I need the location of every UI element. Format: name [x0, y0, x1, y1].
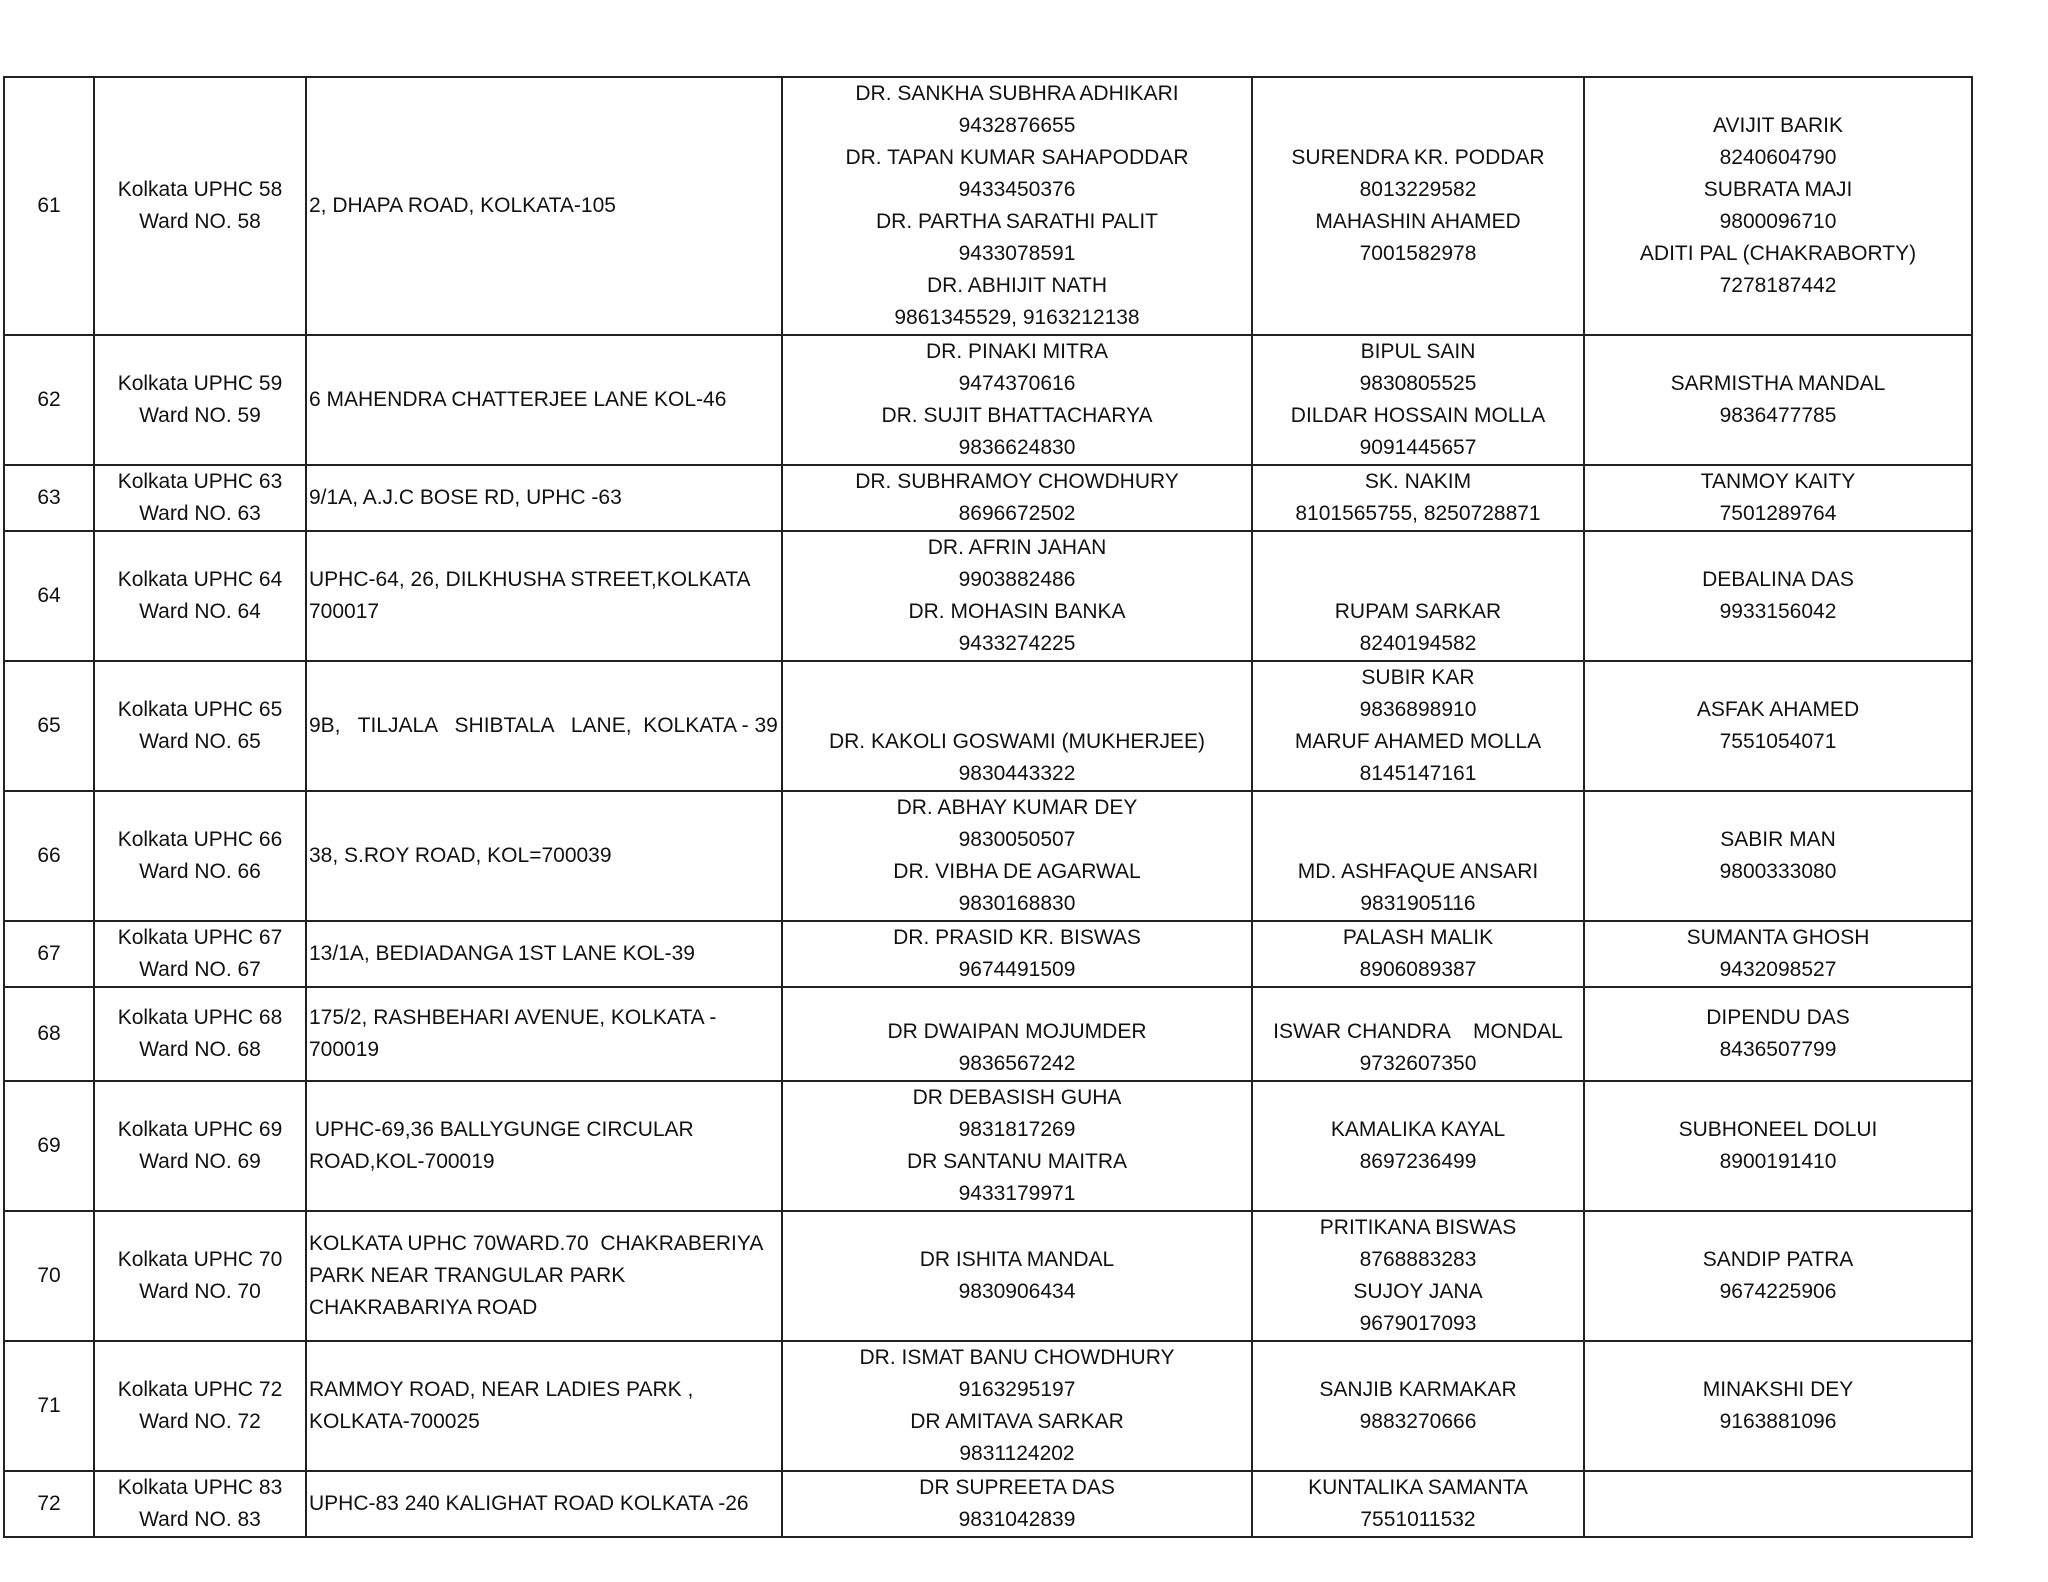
medical-officers: DR. AFRIN JAHAN 9903882486 DR. MOHASIN BANKA 9433274225	[782, 531, 1252, 661]
nursing-staff: SABIR MAN 9800333080	[1584, 791, 1972, 921]
table-row	[4, 1211, 1972, 1341]
medical-officers: DR. ABHAY KUMAR DEY 9830050507 DR. VIBHA DE AGARWAL 9830168830	[782, 791, 1252, 921]
medical-officers: DR. SANKHA SUBHRA ADHIKARI 9432876655 DR. TAPAN KUMAR SAHAPODDAR 9433450376 DR. PARTHA SARATHI PALIT 9433078591 DR. ABHIJIT NATH 9861345529, 9163212138	[782, 77, 1252, 335]
pharmacists: KAMALIKA KAYAL 8697236499	[1252, 1081, 1584, 1211]
uphc-name: Kolkata UPHC 58 Ward NO. 58	[94, 77, 306, 335]
table-row	[4, 1081, 1972, 1211]
nursing-staff: MINAKSHI DEY 9163881096	[1584, 1341, 1972, 1471]
uphc-address: 13/1A, BEDIADANGA 1ST LANE KOL-39	[306, 921, 782, 987]
table-row	[4, 1341, 1972, 1471]
uphc-staff-table	[3, 76, 1973, 1538]
pharmacists: SANJIB KARMAKAR 9883270666	[1252, 1341, 1584, 1471]
medical-officers: DR DEBASISH GUHA 9831817269 DR SANTANU MAITRA 9433179971	[782, 1081, 1252, 1211]
table-body	[4, 77, 1972, 1537]
serial-number: 66	[4, 791, 94, 921]
uphc-name: Kolkata UPHC 72 Ward NO. 72	[94, 1341, 306, 1471]
serial-number: 72	[4, 1471, 94, 1537]
serial-number: 68	[4, 987, 94, 1081]
uphc-name: Kolkata UPHC 59 Ward NO. 59	[94, 335, 306, 465]
uphc-name: Kolkata UPHC 68 Ward NO. 68	[94, 987, 306, 1081]
uphc-name: Kolkata UPHC 64 Ward NO. 64	[94, 531, 306, 661]
medical-officers: DR. PINAKI MITRA 9474370616 DR. SUJIT BHATTACHARYA 9836624830	[782, 335, 1252, 465]
uphc-address: RAMMOY ROAD, NEAR LADIES PARK , KOLKATA-700025	[306, 1341, 782, 1471]
uphc-name: Kolkata UPHC 83 Ward NO. 83	[94, 1471, 306, 1537]
table-row	[4, 987, 1972, 1081]
table-row	[4, 791, 1972, 921]
pharmacists: MD. ASHFAQUE ANSARI 9831905116	[1252, 791, 1584, 921]
uphc-address: 6 MAHENDRA CHATTERJEE LANE KOL-46	[306, 335, 782, 465]
pharmacists: BIPUL SAIN 9830805525 DILDAR HOSSAIN MOLLA 9091445657	[1252, 335, 1584, 465]
table-row	[4, 921, 1972, 987]
nursing-staff: DEBALINA DAS 9933156042	[1584, 531, 1972, 661]
table-row	[4, 661, 1972, 791]
medical-officers: DR ISHITA MANDAL 9830906434	[782, 1211, 1252, 1341]
table-row	[4, 465, 1972, 531]
uphc-address: 2, DHAPA ROAD, KOLKATA-105	[306, 77, 782, 335]
table-row	[4, 531, 1972, 661]
medical-officers: DR DWAIPAN MOJUMDER 9836567242	[782, 987, 1252, 1081]
serial-number: 71	[4, 1341, 94, 1471]
nursing-staff	[1584, 1471, 1972, 1537]
nursing-staff: SUBHONEEL DOLUI 8900191410	[1584, 1081, 1972, 1211]
pharmacists: SURENDRA KR. PODDAR 8013229582 MAHASHIN AHAMED 7001582978	[1252, 77, 1584, 335]
serial-number: 62	[4, 335, 94, 465]
medical-officers: DR. PRASID KR. BISWAS 9674491509	[782, 921, 1252, 987]
uphc-name: Kolkata UPHC 65 Ward NO. 65	[94, 661, 306, 791]
table-row	[4, 1471, 1972, 1537]
uphc-address: UPHC-64, 26, DILKHUSHA STREET,KOLKATA 700017	[306, 531, 782, 661]
medical-officers: DR SUPREETA DAS 9831042839	[782, 1471, 1252, 1537]
serial-number: 70	[4, 1211, 94, 1341]
table-row	[4, 335, 1972, 465]
uphc-address: KOLKATA UPHC 70WARD.70 CHAKRABERIYA PARK NEAR TRANGULAR PARK CHAKRABARIYA ROAD	[306, 1211, 782, 1341]
pharmacists: RUPAM SARKAR 8240194582	[1252, 531, 1584, 661]
uphc-address: UPHC-83 240 KALIGHAT ROAD KOLKATA -26	[306, 1471, 782, 1537]
nursing-staff: ASFAK AHAMED 7551054071	[1584, 661, 1972, 791]
uphc-name: Kolkata UPHC 66 Ward NO. 66	[94, 791, 306, 921]
table-row	[4, 77, 1972, 335]
uphc-name: Kolkata UPHC 67 Ward NO. 67	[94, 921, 306, 987]
uphc-address: 175/2, RASHBEHARI AVENUE, KOLKATA - 700019	[306, 987, 782, 1081]
uphc-address: 9/1A, A.J.C BOSE RD, UPHC -63	[306, 465, 782, 531]
uphc-address: 38, S.ROY ROAD, KOL=700039	[306, 791, 782, 921]
uphc-address: 9B, TILJALA SHIBTALA LANE, KOLKATA - 39	[306, 661, 782, 791]
pharmacists: ISWAR CHANDRA MONDAL 9732607350	[1252, 987, 1584, 1081]
serial-number: 67	[4, 921, 94, 987]
medical-officers: DR. SUBHRAMOY CHOWDHURY 8696672502	[782, 465, 1252, 531]
nursing-staff: SANDIP PATRA 9674225906	[1584, 1211, 1972, 1341]
nursing-staff: TANMOY KAITY 7501289764	[1584, 465, 1972, 531]
nursing-staff: AVIJIT BARIK 8240604790 SUBRATA MAJI 9800096710 ADITI PAL (CHAKRABORTY) 7278187442	[1584, 77, 1972, 335]
uphc-name: Kolkata UPHC 69 Ward NO. 69	[94, 1081, 306, 1211]
serial-number: 63	[4, 465, 94, 531]
uphc-address: UPHC-69,36 BALLYGUNGE CIRCULAR ROAD,KOL-700019	[306, 1081, 782, 1211]
serial-number: 69	[4, 1081, 94, 1211]
nursing-staff: SARMISTHA MANDAL 9836477785	[1584, 335, 1972, 465]
pharmacists: SUBIR KAR 9836898910 MARUF AHAMED MOLLA 8145147161	[1252, 661, 1584, 791]
pharmacists: PRITIKANA BISWAS 8768883283 SUJOY JANA 9679017093	[1252, 1211, 1584, 1341]
uphc-name: Kolkata UPHC 63 Ward NO. 63	[94, 465, 306, 531]
nursing-staff: DIPENDU DAS 8436507799	[1584, 987, 1972, 1081]
serial-number: 65	[4, 661, 94, 791]
medical-officers: DR. KAKOLI GOSWAMI (MUKHERJEE) 9830443322	[782, 661, 1252, 791]
pharmacists: SK. NAKIM 8101565755, 8250728871	[1252, 465, 1584, 531]
pharmacists: PALASH MALIK 8906089387	[1252, 921, 1584, 987]
serial-number: 61	[4, 77, 94, 335]
uphc-name: Kolkata UPHC 70 Ward NO. 70	[94, 1211, 306, 1341]
pharmacists: KUNTALIKA SAMANTA 7551011532	[1252, 1471, 1584, 1537]
nursing-staff: SUMANTA GHOSH 9432098527	[1584, 921, 1972, 987]
medical-officers: DR. ISMAT BANU CHOWDHURY 9163295197 DR AMITAVA SARKAR 9831124202	[782, 1341, 1252, 1471]
serial-number: 64	[4, 531, 94, 661]
